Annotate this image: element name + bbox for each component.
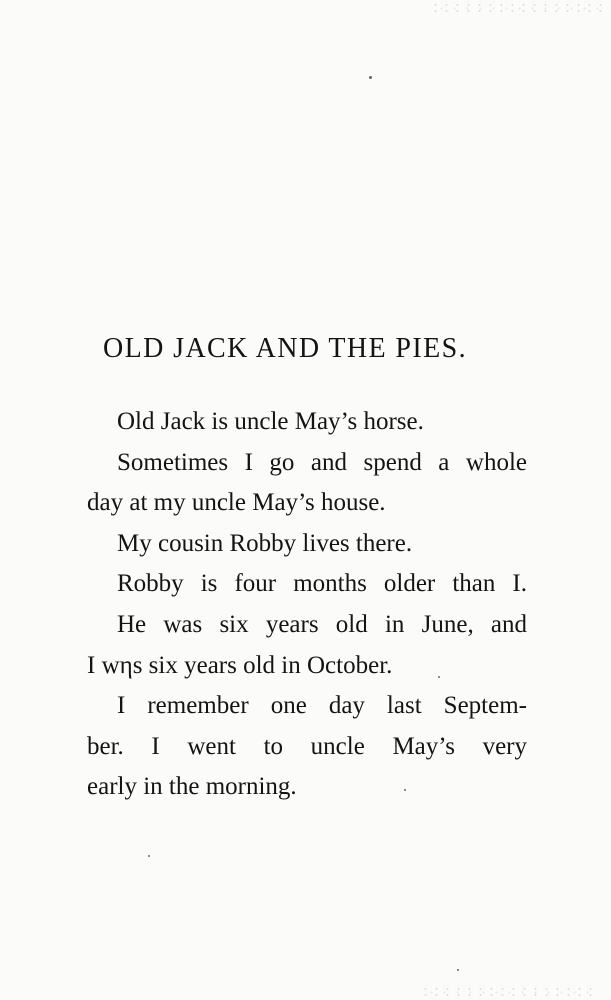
text-line-7: I wηs six years old in October. xyxy=(87,651,393,679)
text-line-8: I remember one day last Septem- xyxy=(117,692,527,720)
text-line-9: ber. I went to uncle May’s very xyxy=(87,732,527,760)
ink-speck xyxy=(148,855,150,857)
story-text xyxy=(87,402,527,808)
ink-speck xyxy=(369,76,372,79)
text-line-2: Sometimes I go and spend a whole xyxy=(117,448,527,476)
text-line-10: early in the morning. xyxy=(87,773,297,801)
text-line-1: Old Jack is uncle May’s horse. xyxy=(117,408,424,435)
bottom-edge-noise xyxy=(420,986,600,996)
text-line-3: day at my uncle May’s house. xyxy=(87,489,386,517)
text-line-4: My cousin Robby lives there. xyxy=(117,529,413,557)
chapter-title: OLD JACK AND THE PIES. xyxy=(103,333,467,364)
ink-speck xyxy=(457,969,459,971)
text-line-6: He was six years old in June, and xyxy=(117,610,527,638)
text-line-5: Robby is four months older than I. xyxy=(117,570,527,598)
top-edge-noise xyxy=(430,2,610,12)
